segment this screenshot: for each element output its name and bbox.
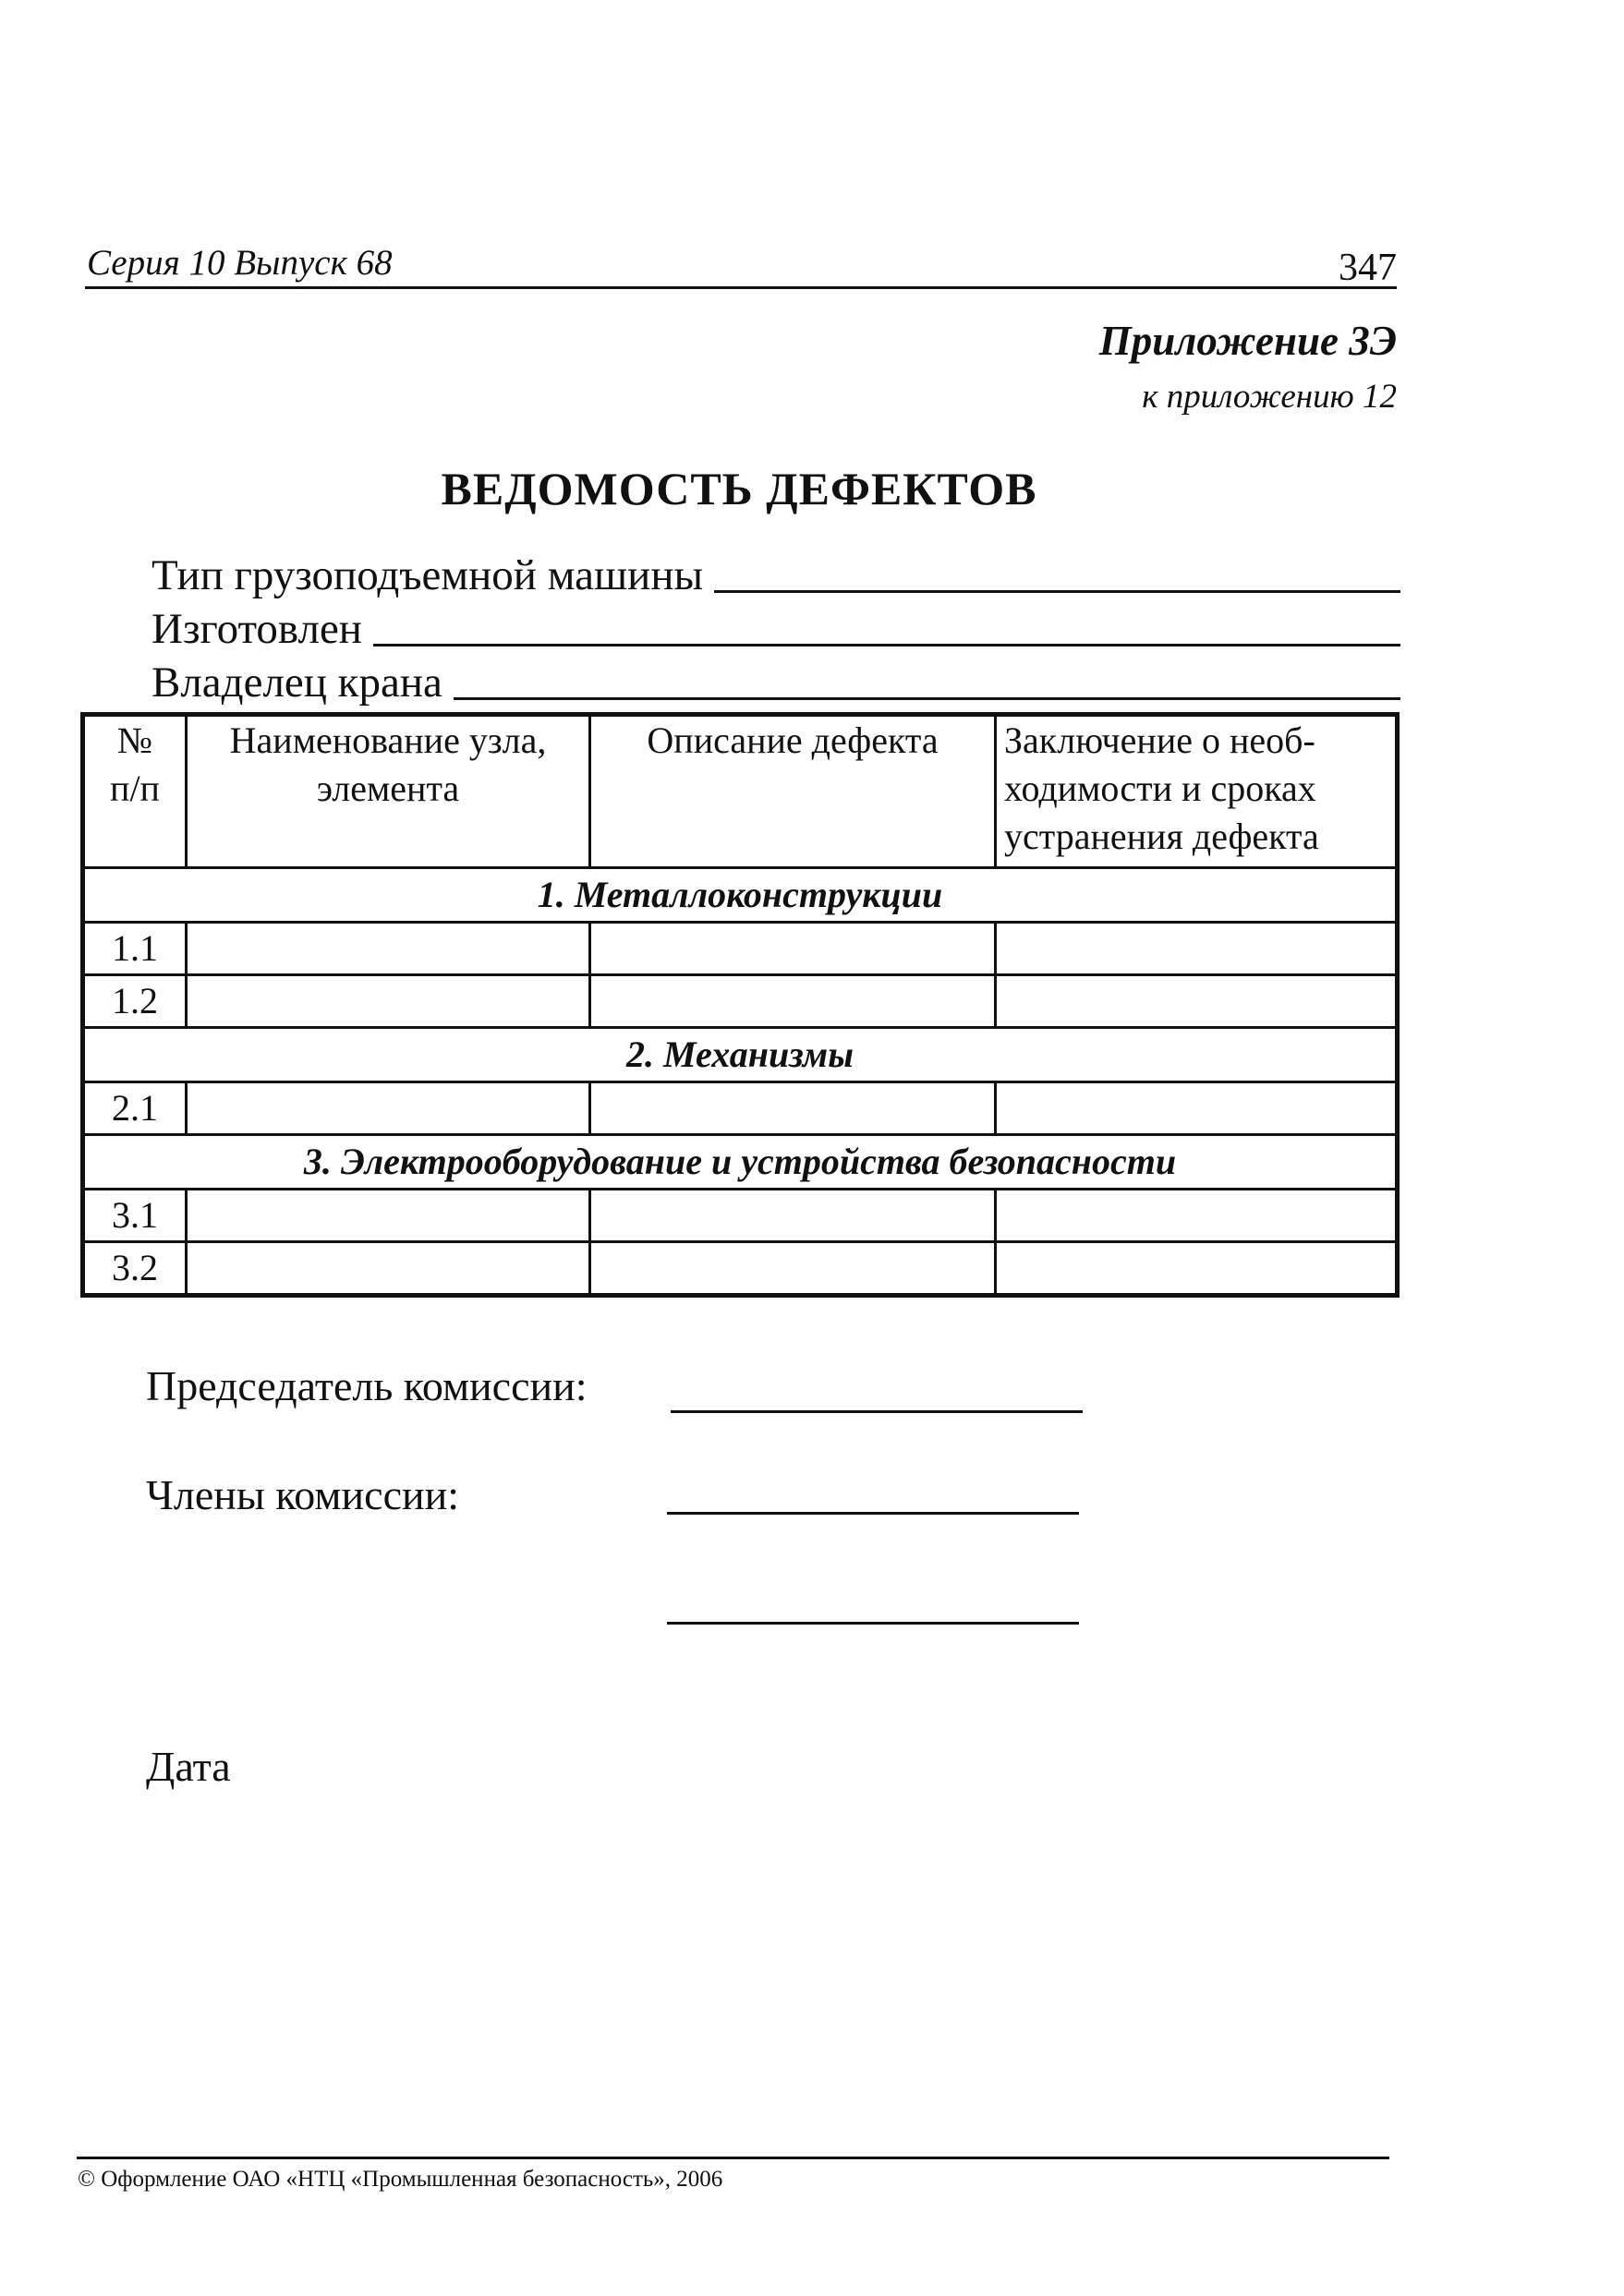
row-name-cell[interactable] xyxy=(187,923,590,975)
header-name-line: элемента xyxy=(316,767,460,809)
row-number: 2.1 xyxy=(83,1082,187,1135)
row-description-cell[interactable] xyxy=(590,1242,996,1296)
owner-field xyxy=(151,654,1400,707)
owner-label: Владелец крана xyxy=(151,659,442,707)
row-description-cell[interactable] xyxy=(590,1190,996,1242)
header-conclusion-line: Заключение о необ- xyxy=(1004,719,1315,761)
manufactured-label: Изготовлен xyxy=(151,605,362,653)
header-name-line: Наименование узла, xyxy=(229,719,547,761)
row-name-cell[interactable] xyxy=(187,1082,590,1135)
table-row xyxy=(83,1082,1398,1135)
table-row xyxy=(83,1242,1398,1296)
document-title: ВЕДОМОСТЬ ДЕФЕКТОВ xyxy=(441,463,1037,514)
row-number: 3.1 xyxy=(83,1190,187,1242)
appendix-title: Приложение 3Э xyxy=(1098,318,1397,364)
appendix-subtitle: к приложению 12 xyxy=(1142,378,1397,416)
row-name-cell[interactable] xyxy=(187,1190,590,1242)
row-conclusion-cell[interactable] xyxy=(996,975,1398,1028)
page-header xyxy=(85,242,1397,289)
row-description-cell[interactable] xyxy=(590,975,996,1028)
page-number: 347 xyxy=(1339,247,1397,289)
row-conclusion-cell[interactable] xyxy=(996,1082,1398,1135)
table-row xyxy=(83,975,1398,1028)
row-name-cell[interactable] xyxy=(187,1242,590,1296)
table-row xyxy=(83,923,1398,975)
section-title: 2. Механизмы xyxy=(83,1028,1398,1082)
row-number: 1.1 xyxy=(83,923,187,975)
section-row xyxy=(83,868,1398,923)
table-header-row xyxy=(83,715,1398,868)
header-description-line: Описание дефекта xyxy=(647,719,939,761)
section-title: 1. Металлоконструкции xyxy=(83,868,1398,923)
header-num xyxy=(83,715,187,868)
header-conclusion xyxy=(996,715,1398,868)
machine-type-field xyxy=(151,547,1400,600)
row-number: 1.2 xyxy=(83,975,187,1028)
header-num-line: № xyxy=(116,719,153,761)
footer-divider xyxy=(77,2157,1389,2159)
header-description xyxy=(590,715,996,868)
row-description-cell[interactable] xyxy=(590,923,996,975)
member-signature-line[interactable] xyxy=(667,1622,1079,1625)
manufactured-blank[interactable] xyxy=(373,642,1400,647)
section-title: 3. Электрооборудование и устройства безопасности xyxy=(83,1135,1398,1190)
machine-type-label: Тип грузоподъемной машины xyxy=(151,551,704,599)
footer-copyright: © Оформление ОАО «НТЦ «Промышленная безопасность», 2006 xyxy=(78,2167,723,2192)
defects-table xyxy=(80,712,1400,1298)
header-name xyxy=(187,715,590,868)
row-conclusion-cell[interactable] xyxy=(996,1242,1398,1296)
header-num-line: п/п xyxy=(110,767,160,809)
chairman-label: Председатель комиссии: xyxy=(146,1362,588,1409)
header-conclusion-line: устранения дефекта xyxy=(1004,816,1319,857)
row-conclusion-cell[interactable] xyxy=(996,923,1398,975)
manufactured-field xyxy=(151,600,1400,654)
row-description-cell[interactable] xyxy=(590,1082,996,1135)
members-label: Члены комиссии: xyxy=(146,1471,460,1518)
row-name-cell[interactable] xyxy=(187,975,590,1028)
table-row xyxy=(83,1190,1398,1242)
header-conclusion-line: ходимости и сроках xyxy=(1004,767,1316,809)
date-label: Дата xyxy=(146,1743,231,1790)
owner-blank[interactable] xyxy=(454,695,1400,700)
series-label: Серия 10 Выпуск 68 xyxy=(87,243,393,283)
member-signature-line[interactable] xyxy=(667,1512,1079,1515)
chairman-signature-line[interactable] xyxy=(671,1410,1083,1413)
section-row xyxy=(83,1028,1398,1082)
row-number: 3.2 xyxy=(83,1242,187,1296)
machine-type-blank[interactable] xyxy=(714,588,1400,593)
row-conclusion-cell[interactable] xyxy=(996,1190,1398,1242)
section-row xyxy=(83,1135,1398,1190)
